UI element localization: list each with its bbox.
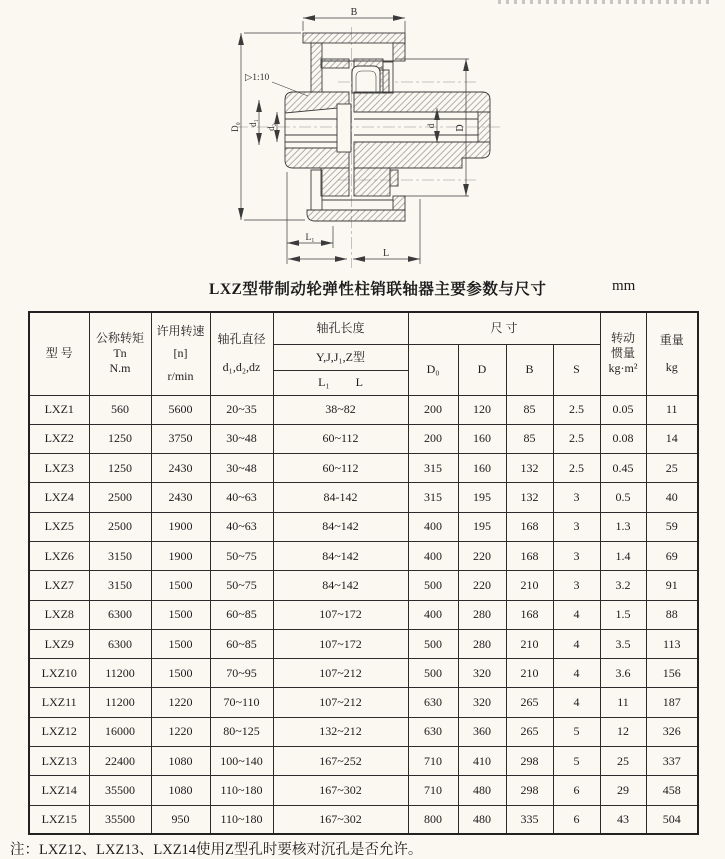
table-cell: 5600 bbox=[151, 395, 210, 424]
table-cell: 110~180 bbox=[210, 805, 273, 834]
table-cell: 91 bbox=[646, 571, 698, 600]
table-cell: 4 bbox=[553, 600, 600, 629]
table-cell: 84~142 bbox=[273, 571, 408, 600]
table-cell: 280 bbox=[458, 600, 506, 629]
table-cell: 326 bbox=[646, 717, 698, 746]
table-cell: 630 bbox=[408, 717, 458, 746]
table-cell: LXZ4 bbox=[29, 483, 89, 512]
table-cell: 88 bbox=[646, 600, 698, 629]
table-cell: 200 bbox=[408, 424, 458, 453]
table-cell: 1900 bbox=[151, 541, 210, 570]
table-cell: 1220 bbox=[151, 717, 210, 746]
table-row bbox=[29, 512, 698, 541]
table-cell: 30~48 bbox=[210, 454, 273, 483]
table-cell: 85 bbox=[506, 424, 553, 453]
col-header-S: S bbox=[553, 344, 600, 395]
table-cell: 504 bbox=[646, 805, 698, 834]
dim-label-D0: D₀ bbox=[230, 122, 240, 132]
table-cell: 70~110 bbox=[210, 688, 273, 717]
table-cell: 132 bbox=[506, 483, 553, 512]
table-cell: 84~142 bbox=[273, 541, 408, 570]
table-cell: 59 bbox=[646, 512, 698, 541]
table-cell: 265 bbox=[506, 688, 553, 717]
table-cell: 3750 bbox=[151, 424, 210, 453]
table-cell: 2500 bbox=[89, 483, 151, 512]
table-cell: 110~180 bbox=[210, 776, 273, 805]
table-cell: 1080 bbox=[151, 747, 210, 776]
table-header bbox=[29, 312, 698, 395]
table-cell: 2430 bbox=[151, 483, 210, 512]
table-cell: 113 bbox=[646, 629, 698, 658]
col-header-dimensions: 尺 寸 bbox=[408, 312, 600, 344]
col-header-model: 型 号 bbox=[29, 312, 89, 395]
table-row bbox=[29, 747, 698, 776]
table-cell: 160 bbox=[458, 454, 506, 483]
table-cell: 480 bbox=[458, 776, 506, 805]
table-cell: 500 bbox=[408, 571, 458, 600]
table-cell: 1.5 bbox=[600, 600, 646, 629]
table-cell: 800 bbox=[408, 805, 458, 834]
table-cell: LXZ15 bbox=[29, 805, 89, 834]
table-cell: 60~85 bbox=[210, 629, 273, 658]
page-title: LXZ型带制动轮弹性柱销联轴器主要参数与尺寸 bbox=[209, 281, 547, 298]
coupling-section-drawing bbox=[0, 0, 725, 280]
col-header-inertia: 转动 惯量 kg·m² bbox=[600, 312, 646, 395]
table-cell: 1220 bbox=[151, 688, 210, 717]
table-cell: 35500 bbox=[89, 805, 151, 834]
table-cell: 11 bbox=[646, 395, 698, 424]
table-cell: 265 bbox=[506, 717, 553, 746]
table-cell: 100~140 bbox=[210, 747, 273, 776]
table-row bbox=[29, 629, 698, 658]
table-cell: 30~48 bbox=[210, 424, 273, 453]
dim-label-D: D bbox=[455, 124, 466, 132]
table-row bbox=[29, 688, 698, 717]
table-cell: 2430 bbox=[151, 454, 210, 483]
table-cell: LXZ1 bbox=[29, 395, 89, 424]
table-cell: 0.45 bbox=[600, 454, 646, 483]
table-cell: 38~82 bbox=[273, 395, 408, 424]
table-cell: 156 bbox=[646, 659, 698, 688]
table-cell: 500 bbox=[408, 659, 458, 688]
col-header-B: B bbox=[506, 344, 553, 395]
table-cell: LXZ3 bbox=[29, 454, 89, 483]
table-cell: 410 bbox=[458, 747, 506, 776]
table-cell: 132~212 bbox=[273, 717, 408, 746]
table-cell: 187 bbox=[646, 688, 698, 717]
table-cell: 210 bbox=[506, 659, 553, 688]
table-cell: 11200 bbox=[89, 659, 151, 688]
table-cell: 29 bbox=[600, 776, 646, 805]
table-cell: 11 bbox=[600, 688, 646, 717]
dim-label-B: B bbox=[350, 7, 358, 18]
col-header-speed: 许用转速 [n] r/min bbox=[151, 312, 210, 395]
table-cell: 4 bbox=[553, 659, 600, 688]
table-cell: 0.5 bbox=[600, 483, 646, 512]
dim-label-L1: L₁ bbox=[305, 233, 315, 243]
table-cell: 22400 bbox=[89, 747, 151, 776]
table-cell: 50~75 bbox=[210, 541, 273, 570]
table-cell: 3 bbox=[553, 512, 600, 541]
table-cell: 1500 bbox=[151, 659, 210, 688]
table-cell: 107~212 bbox=[273, 659, 408, 688]
table-cell: 710 bbox=[408, 747, 458, 776]
table-cell: 11200 bbox=[89, 688, 151, 717]
table-cell: 167~302 bbox=[273, 805, 408, 834]
table-cell: 210 bbox=[506, 629, 553, 658]
table-row bbox=[29, 659, 698, 688]
table-cell: LXZ6 bbox=[29, 541, 89, 570]
table-cell: 195 bbox=[458, 512, 506, 541]
table-cell: 1.3 bbox=[600, 512, 646, 541]
table-cell: 12 bbox=[600, 717, 646, 746]
title-row bbox=[0, 277, 725, 297]
table-cell: 220 bbox=[458, 571, 506, 600]
table-cell: 167~302 bbox=[273, 776, 408, 805]
table-cell: 50~75 bbox=[210, 571, 273, 600]
table-cell: 4 bbox=[553, 688, 600, 717]
table-cell: 6 bbox=[553, 805, 600, 834]
table-cell: 120 bbox=[458, 395, 506, 424]
table-cell: 107~172 bbox=[273, 600, 408, 629]
dim-label-L: L bbox=[382, 248, 390, 259]
table-cell: 2.5 bbox=[553, 395, 600, 424]
table-cell: 1900 bbox=[151, 512, 210, 541]
table-cell: LXZ14 bbox=[29, 776, 89, 805]
table-cell: 3.2 bbox=[600, 571, 646, 600]
table-cell: 630 bbox=[408, 688, 458, 717]
table-cell: 2500 bbox=[89, 512, 151, 541]
table-cell: 1500 bbox=[151, 600, 210, 629]
table-cell: 1080 bbox=[151, 776, 210, 805]
table-cell: 60~112 bbox=[273, 424, 408, 453]
table-cell: 20~35 bbox=[210, 395, 273, 424]
table-cell: 2.5 bbox=[553, 424, 600, 453]
table-cell: 43 bbox=[600, 805, 646, 834]
table-cell: 60~85 bbox=[210, 600, 273, 629]
table-cell: 16000 bbox=[89, 717, 151, 746]
table-cell: 3 bbox=[553, 571, 600, 600]
table-cell: 335 bbox=[506, 805, 553, 834]
table-body bbox=[29, 395, 698, 834]
table-cell: 400 bbox=[408, 541, 458, 570]
table-cell: 35500 bbox=[89, 776, 151, 805]
table-cell: 320 bbox=[458, 659, 506, 688]
table-cell: 200 bbox=[408, 395, 458, 424]
table-row bbox=[29, 717, 698, 746]
table-cell: 2.5 bbox=[553, 454, 600, 483]
dim-label-d2: d₂ bbox=[266, 123, 276, 131]
table-cell: 400 bbox=[408, 512, 458, 541]
table-cell: 69 bbox=[646, 541, 698, 570]
table-cell: 320 bbox=[458, 688, 506, 717]
table-row bbox=[29, 776, 698, 805]
table-cell: 315 bbox=[408, 454, 458, 483]
table-cell: 80~125 bbox=[210, 717, 273, 746]
col-header-bore-types: Y,J,J₁,Z型 bbox=[273, 344, 408, 370]
spec-table bbox=[28, 311, 699, 835]
table-cell: 298 bbox=[506, 747, 553, 776]
table-cell: 298 bbox=[506, 776, 553, 805]
table-row bbox=[29, 571, 698, 600]
table-cell: 40 bbox=[646, 483, 698, 512]
table-cell: 5 bbox=[553, 747, 600, 776]
dimension-lines bbox=[241, 18, 469, 264]
table-cell: 195 bbox=[458, 483, 506, 512]
table-cell: 40~63 bbox=[210, 512, 273, 541]
table-cell: LXZ5 bbox=[29, 512, 89, 541]
table-cell: 560 bbox=[89, 395, 151, 424]
dim-label-d: d bbox=[426, 123, 436, 129]
dim-label-taper: ▷1:10 bbox=[245, 73, 270, 83]
table-cell: 107~212 bbox=[273, 688, 408, 717]
table-row bbox=[29, 424, 698, 453]
table-cell: LXZ12 bbox=[29, 717, 89, 746]
table-cell: 25 bbox=[646, 454, 698, 483]
table-cell: 710 bbox=[408, 776, 458, 805]
table-cell: LXZ11 bbox=[29, 688, 89, 717]
table-cell: 458 bbox=[646, 776, 698, 805]
table-cell: 3.6 bbox=[600, 659, 646, 688]
table-cell: 1250 bbox=[89, 424, 151, 453]
table-cell: 84~142 bbox=[273, 512, 408, 541]
table-cell: 360 bbox=[458, 717, 506, 746]
table-cell: 950 bbox=[151, 805, 210, 834]
table-cell: 6300 bbox=[89, 600, 151, 629]
table-cell: 1500 bbox=[151, 571, 210, 600]
table-cell: LXZ10 bbox=[29, 659, 89, 688]
table-cell: 132 bbox=[506, 454, 553, 483]
table-cell: 315 bbox=[408, 483, 458, 512]
table-cell: 3150 bbox=[89, 541, 151, 570]
table-cell: 6 bbox=[553, 776, 600, 805]
table-cell: LXZ9 bbox=[29, 629, 89, 658]
table-cell: 107~172 bbox=[273, 629, 408, 658]
table-cell: 0.08 bbox=[600, 424, 646, 453]
table-cell: 25 bbox=[600, 747, 646, 776]
dim-label-d1: d₁ bbox=[248, 119, 258, 127]
table-row bbox=[29, 805, 698, 834]
table-cell: 85 bbox=[506, 395, 553, 424]
table-cell: 5 bbox=[553, 717, 600, 746]
table-cell: LXZ7 bbox=[29, 571, 89, 600]
col-header-torque: 公称转矩Tn N.m bbox=[89, 312, 151, 395]
table-row bbox=[29, 600, 698, 629]
table-cell: 337 bbox=[646, 747, 698, 776]
table-cell: 3150 bbox=[89, 571, 151, 600]
table-row bbox=[29, 454, 698, 483]
col-header-D0: D₀ bbox=[408, 344, 458, 395]
table-cell: LXZ8 bbox=[29, 600, 89, 629]
table-cell: 40~63 bbox=[210, 483, 273, 512]
table-row bbox=[29, 483, 698, 512]
table-cell: LXZ2 bbox=[29, 424, 89, 453]
unit-label: mm bbox=[612, 278, 636, 294]
table-cell: 60~112 bbox=[273, 454, 408, 483]
table-cell: 1.4 bbox=[600, 541, 646, 570]
col-header-L1-L: L₁ L bbox=[273, 370, 408, 395]
table-cell: 500 bbox=[408, 629, 458, 658]
table-cell: 160 bbox=[458, 424, 506, 453]
table-cell: 168 bbox=[506, 600, 553, 629]
table-cell: 400 bbox=[408, 600, 458, 629]
footnote: 注：LXZ12、LXZ13、LXZ14使用Z型孔时要核对沉孔是否允许。 bbox=[10, 842, 423, 858]
col-header-bore-dia: 轴孔直径 d₁,d₂,dz bbox=[210, 312, 273, 395]
table-cell: 6300 bbox=[89, 629, 151, 658]
table-cell: 167~252 bbox=[273, 747, 408, 776]
table-cell: LXZ13 bbox=[29, 747, 89, 776]
table-cell: 14 bbox=[646, 424, 698, 453]
table-row bbox=[29, 541, 698, 570]
table-cell: 480 bbox=[458, 805, 506, 834]
table-row bbox=[29, 395, 698, 424]
table-cell: 168 bbox=[506, 512, 553, 541]
table-cell: 1250 bbox=[89, 454, 151, 483]
table-cell: 220 bbox=[458, 541, 506, 570]
table-cell: 0.05 bbox=[600, 395, 646, 424]
table-cell: 70~95 bbox=[210, 659, 273, 688]
table-cell: 4 bbox=[553, 629, 600, 658]
table-cell: 3 bbox=[553, 541, 600, 570]
table-cell: 1500 bbox=[151, 629, 210, 658]
col-header-D: D bbox=[458, 344, 506, 395]
col-header-bore-length: 轴孔长度 bbox=[273, 312, 408, 344]
table-cell: 3.5 bbox=[600, 629, 646, 658]
table-cell: 168 bbox=[506, 541, 553, 570]
col-header-weight: 重量 kg bbox=[646, 312, 698, 395]
table-cell: 280 bbox=[458, 629, 506, 658]
table-cell: 84-142 bbox=[273, 483, 408, 512]
table-cell: 210 bbox=[506, 571, 553, 600]
table-cell: 3 bbox=[553, 483, 600, 512]
